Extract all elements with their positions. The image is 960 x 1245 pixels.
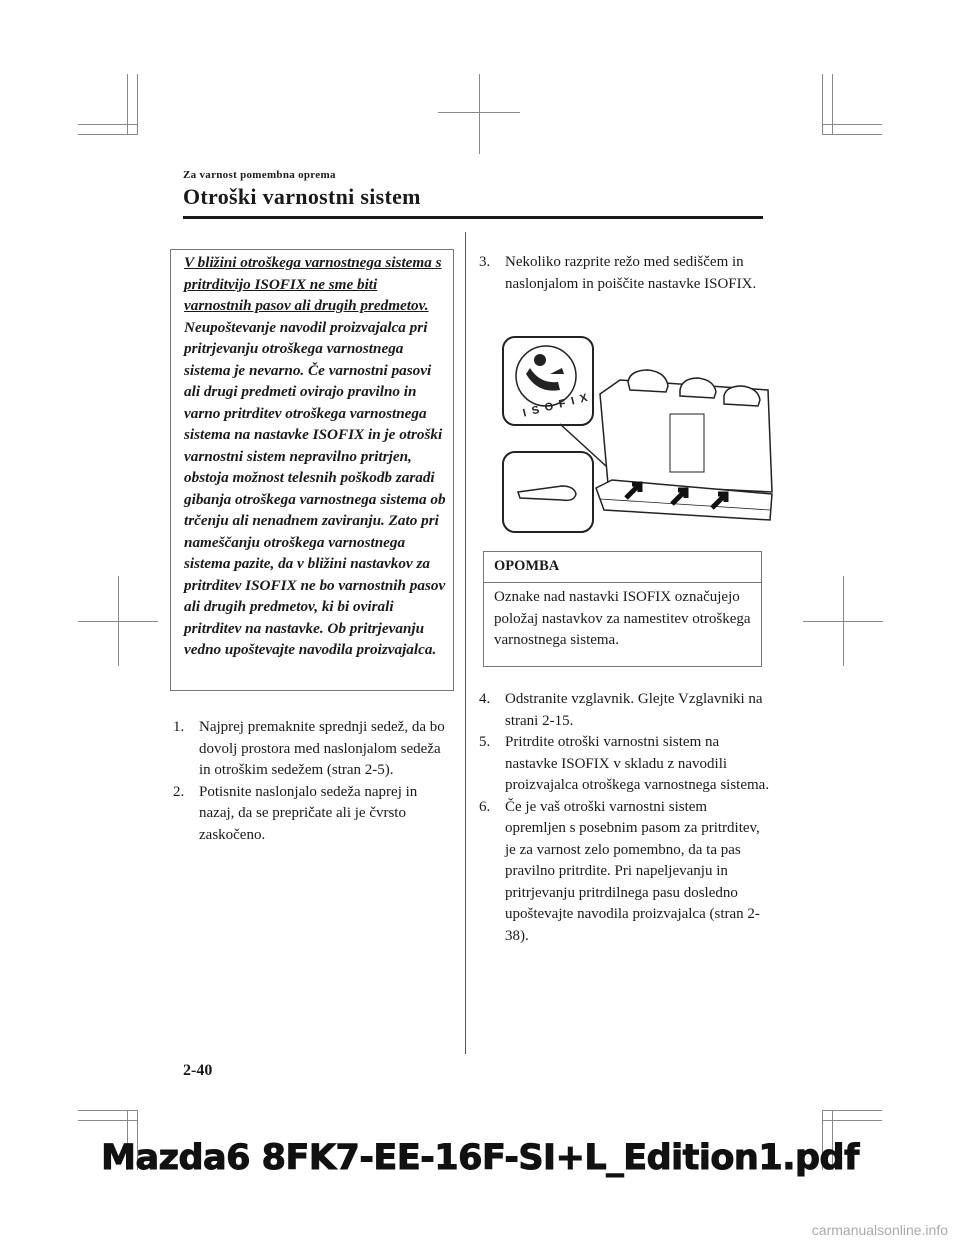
step-3 [479, 252, 761, 295]
title-rule [183, 216, 763, 219]
column-divider [465, 232, 466, 1054]
step-item: 1. Najprej premaknite sprednji sedež, da bo dovolj prostora med naslonjalom sedeža in otroškim sedežem (stran 2-5). [173, 719, 445, 778]
isofix-seat-illustration [500, 334, 774, 534]
step-item: 4. Odstranite vzglavnik. Glejte Vzglavniki na strani 2-15. [479, 691, 763, 729]
step-item: 2. Potisnite naslonjalo sedeža naprej in nazaj, da se prepričate ali je čvrsto zaskočeno. [173, 783, 418, 843]
page-number: 2-40 [183, 1062, 213, 1079]
isofix-label: ISOFIX [521, 390, 595, 420]
watermark: carmanualsonline.info [811, 1222, 948, 1238]
warning-body: Neupoštevanje navodil proizvajalca pri pritrjevanju otroškega varnostnega sistema je nevarno. Če varnostni pasovi ali drugi predmeti ovirajo pravilno in varno pritrditev otroškega varnostnega sistema na nastavke ISOFIX in je otroški varnostni sistem nepravilno pritrjen, obstoja možnost telesnih poškodb zaradi gibanja otroškega varnostnega sistema ob trčenju ali nenadnem zaviranju. Zato pri nameščanju otroškega varnostnega sistema pazite, da v bližini nastavkov za pritrditev ISOFIX ne bo varnostnih pasov ali drugih predmetov, ki bi ovirali pritrditev na nastavke. Ob pritrjevanju vedno upoštevajte navodila proizvajalca. [184, 318, 446, 658]
warning-text [184, 252, 448, 661]
step-item: 6. Če je vaš otroški varnostni sistem opremljen s posebnim pasom za pritrditev, je za varnost zelo pomembno, da ta pas pravilno pritrdite. Pri napeljevanju in pritrjevanju pritrdilnega pasu dosledno upoštevajte navodila proizvajalca (stran 2-38). [479, 798, 760, 944]
steps-right [479, 689, 771, 947]
note-title: OPOMBA [484, 552, 761, 583]
page-title: Otroški varnostni sistem [183, 184, 421, 209]
steps-left [173, 717, 455, 846]
step-item: 3. Nekoliko razprite režo med sediščem in naslonjalom in poiščite nastavke ISOFIX. [479, 254, 757, 292]
note-text: Oznake nad nastavki ISOFIX označujejo položaj nastavkov za namestitev otroškega varnostnega sistema. [494, 589, 751, 648]
step-item: 5. Pritrdite otroški varnostni sistem na nastavke ISOFIX v skladu z navodili proizvajalca otroškega varnostnega sistema. [479, 734, 770, 793]
footer-filename: Mazda6 8FK7-EE-16F-SI+L_Edition1.pdf [101, 1138, 859, 1178]
note-box [483, 551, 762, 667]
breadcrumb: Za varnost pomembna oprema [183, 169, 336, 181]
warning-headline: V bližini otroškega varnostnega sistema s pritrditvijo ISOFIX ne sme biti varnostnih pasov ali drugih predmetov. [184, 254, 442, 314]
